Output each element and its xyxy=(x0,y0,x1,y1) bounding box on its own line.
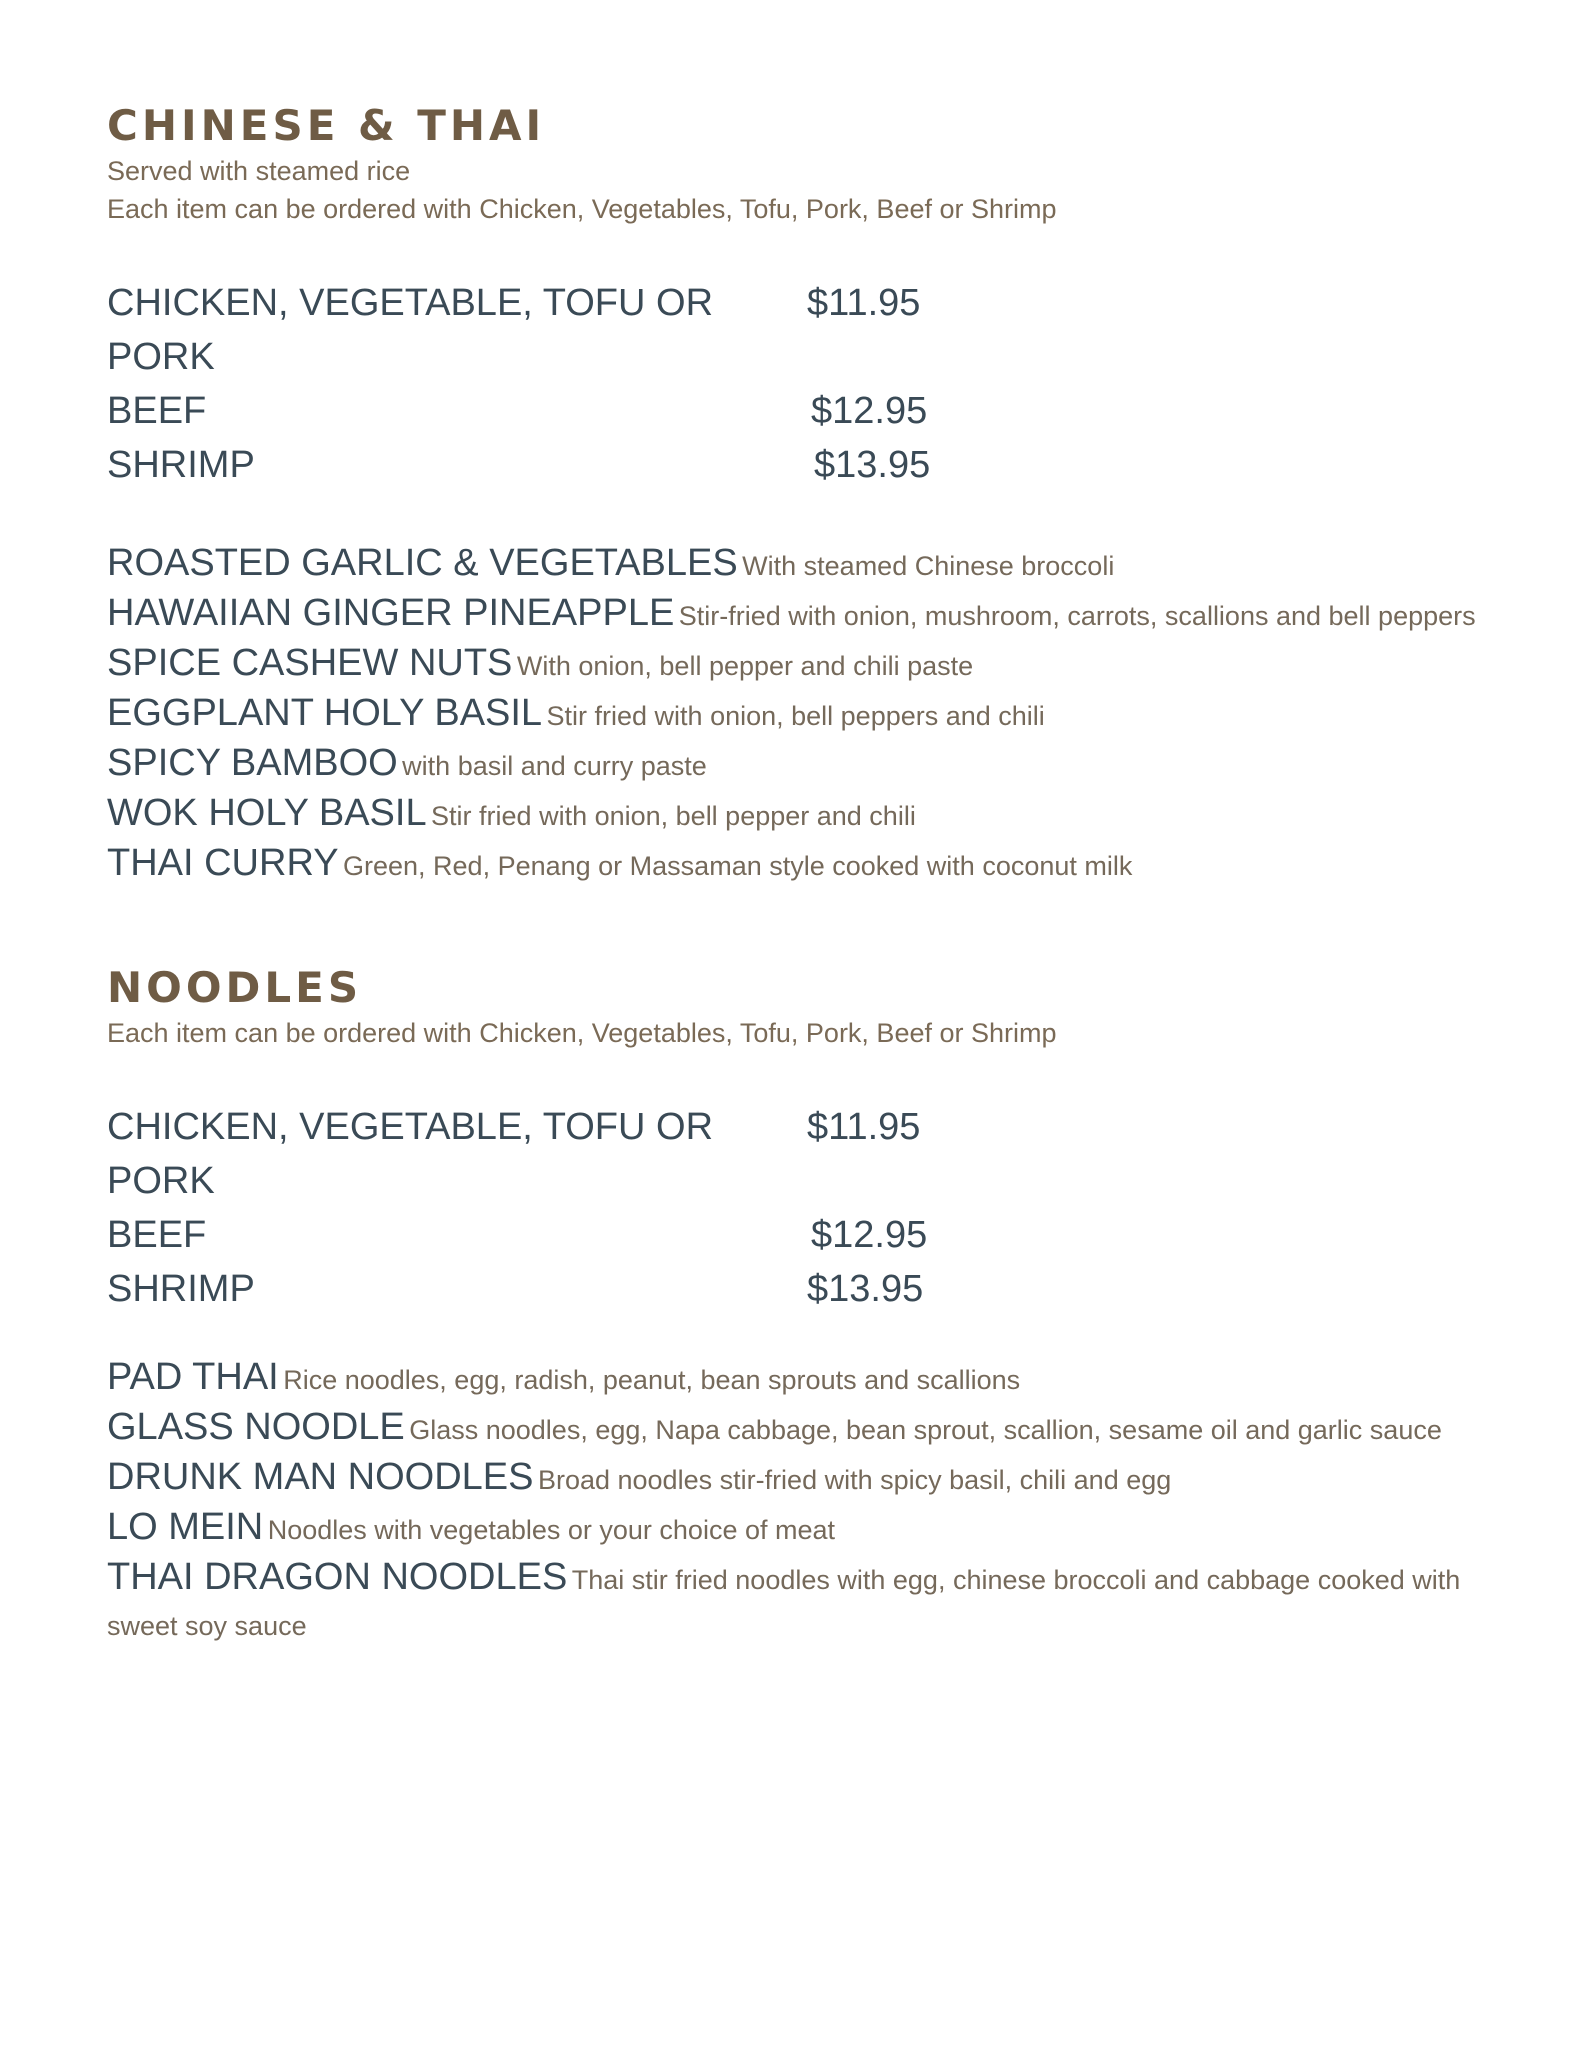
section-title: CHINESE & THAI xyxy=(107,101,546,150)
item-description: Rice noodles, egg, radish, peanut, bean sprouts and scallions xyxy=(283,1365,1021,1395)
item-description: Stir fried with onion, bell peppers and chili xyxy=(546,701,1045,731)
price-list xyxy=(107,1100,1482,1316)
item-description: Stir fried with onion, bell pepper and chili xyxy=(431,801,916,831)
item-name: WOK HOLY BASIL xyxy=(107,792,427,834)
item-name: THAI DRAGON NOODLES xyxy=(107,1556,568,1598)
menu-item xyxy=(107,1356,1497,1406)
menu-item xyxy=(107,642,1497,692)
menu-item xyxy=(107,692,1497,742)
item-description: With steamed Chinese broccoli xyxy=(742,551,1115,581)
item-name: SPICE CASHEW NUTS xyxy=(107,642,513,684)
menu-item xyxy=(107,792,1497,842)
price-list xyxy=(107,276,1482,492)
item-description: Stir-fried with onion, mushroom, carrots, scallions and bell peppers xyxy=(678,601,1476,631)
item-name: PAD THAI xyxy=(107,1356,279,1398)
item-name: DRUNK MAN NOODLES xyxy=(107,1456,534,1498)
item-description: Broad noodles stir-fried with spicy basil, chili and egg xyxy=(537,1465,1172,1495)
section-subtitle: Served with steamed rice xyxy=(107,156,411,186)
price-row xyxy=(107,1100,1482,1208)
price-value: $13.95 xyxy=(807,1268,924,1310)
menu-item xyxy=(107,542,1497,592)
price-row xyxy=(107,1262,1482,1316)
item-description: Noodles with vegetables or your choice of meat xyxy=(267,1515,836,1545)
item-description: Glass noodles, egg, Napa cabbage, bean sprout, scallion, sesame oil and garlic sauce xyxy=(409,1415,1442,1445)
section-subtitle: Each item can be ordered with Chicken, Vegetables, Tofu, Pork, Beef or Shrimp xyxy=(107,1018,1057,1048)
item-name: ROASTED GARLIC & VEGETABLES xyxy=(107,542,738,584)
section-subtitle: Each item can be ordered with Chicken, Vegetables, Tofu, Pork, Beef or Shrimp xyxy=(107,194,1057,224)
menu-items xyxy=(107,1356,1482,1652)
item-description: Green, Red, Penang or Massaman style cooked with coconut milk xyxy=(343,851,1133,881)
price-row xyxy=(107,276,1482,384)
item-description: With onion, bell pepper and chili paste xyxy=(516,651,974,681)
menu-item xyxy=(107,742,1497,792)
menu-item xyxy=(107,592,1497,642)
item-name: THAI CURRY xyxy=(107,842,339,884)
item-name: HAWAIIAN GINGER PINEAPPLE xyxy=(107,592,675,634)
noodles-section xyxy=(107,962,1482,1652)
menu-item xyxy=(107,1406,1497,1456)
item-name: GLASS NOODLE xyxy=(107,1406,405,1448)
price-label: BEEF xyxy=(107,1214,207,1256)
item-name: EGGPLANT HOLY BASIL xyxy=(107,692,543,734)
menu-item xyxy=(107,1556,1497,1652)
price-row xyxy=(107,438,1482,492)
price-value: $11.95 xyxy=(807,1106,921,1148)
price-value: $11.95 xyxy=(807,282,921,324)
item-name: LO MEIN xyxy=(107,1506,264,1548)
price-value: $12.95 xyxy=(811,1214,928,1256)
price-value: $13.95 xyxy=(814,444,931,486)
item-description: Thai stir fried noodles with egg, chinese broccoli and cabbage cooked with sweet soy sauce xyxy=(107,1565,1461,1641)
menu-item xyxy=(107,1506,1497,1556)
price-row xyxy=(107,384,1482,438)
price-label: BEEF xyxy=(107,390,207,432)
price-label: SHRIMP xyxy=(107,444,255,486)
menu-item xyxy=(107,1456,1497,1506)
chinese-thai-section xyxy=(107,100,1482,892)
item-description: with basil and curry paste xyxy=(402,751,707,781)
menu-item xyxy=(107,842,1497,892)
section-title: NOODLES xyxy=(107,963,363,1012)
item-name: SPICY BAMBOO xyxy=(107,742,398,784)
price-label: CHICKEN, VEGETABLE, TOFU OR PORK xyxy=(107,282,714,378)
price-value: $12.95 xyxy=(811,390,928,432)
menu-items xyxy=(107,542,1482,892)
price-row xyxy=(107,1208,1482,1262)
price-label: CHICKEN, VEGETABLE, TOFU OR PORK xyxy=(107,1106,714,1202)
price-label: SHRIMP xyxy=(107,1268,255,1310)
